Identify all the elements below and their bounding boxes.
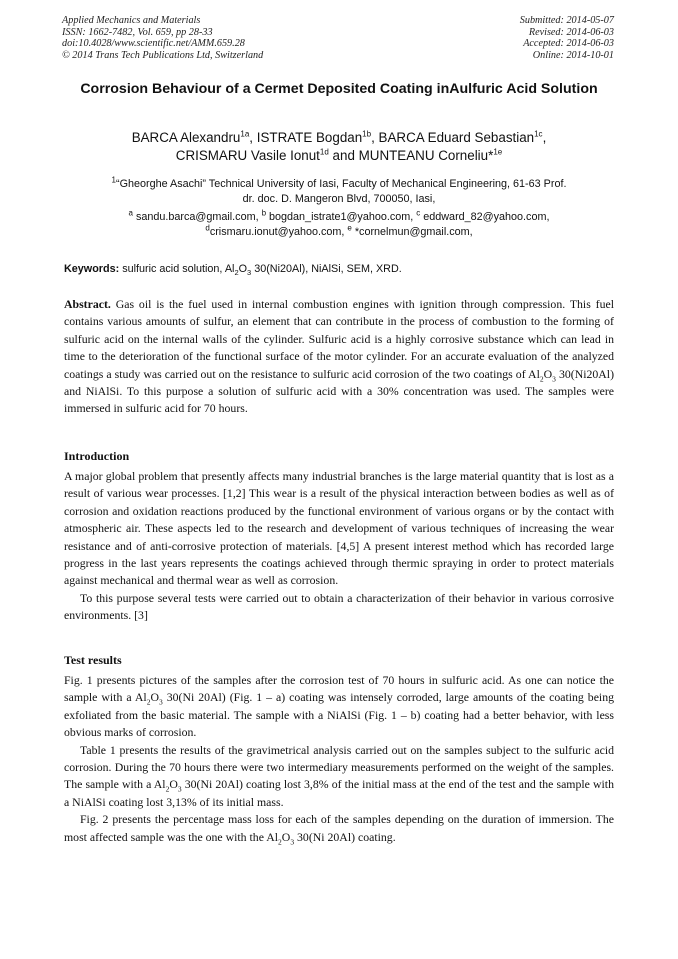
keywords-label: Keywords: <box>64 263 120 275</box>
email-address[interactable]: crismaru.ionut@yahoo.com, <box>209 226 345 238</box>
paragraph: A major global problem that presently affects many industrial branches is the large material quantity that is lost as a result of various wear processes. [1,2] This wear is a result of the physical interaction between bodies as well as of corrosion and oxidation reactions produced by the functional environment of various organs or by the contact with atmospheric air. These aspects led to the research and development of various techniques of increasing the wear resistance and of anti-corrosive protection of materials. [4,5] A present interest method which has recorded large progress in the last years represents the coatings achieved through thermic spraying in order to protect materials against mechanical and thermal wear as well as corrosion. <box>64 469 614 588</box>
subscript: 2 <box>234 268 239 278</box>
paragraph-text: 30(Ni 20Al) coating. <box>297 829 396 844</box>
affiliation-line: “Gheorghe Asachi” Technical University of Iasi, Faculty of Mechanical Engineering, 61-63 Prof. <box>115 178 567 190</box>
author-list: BARCA Alexandru$^{1a}$, ISTRATE Bogdan$^{1b}$, BARCA Eduard Sebastian$^{1c}$, CRISMARU Vasile Ionut$^{1d}$ and MUNTEANU Corneliu*$^{1e}$ <box>131 129 547 163</box>
keywords <box>64 262 616 276</box>
author-name: ISTRATE Bogdan <box>256 130 363 145</box>
subscript: 3 <box>158 697 163 707</box>
section-heading-introduction: Introduction <box>64 449 130 463</box>
subscript: 3 <box>290 837 295 847</box>
section-heading-test-results: Test results <box>64 653 122 667</box>
subscript: 2 <box>278 837 282 847</box>
email-list <box>60 210 618 240</box>
email-mark: b <box>261 208 267 218</box>
affiliation-line: dr. doc. D. Mangeron Blvd, 700050, Iasi, <box>242 193 436 205</box>
keywords-text: 30(Ni20Al), NiAlSi, SEM, XRD. <box>254 263 402 275</box>
paragraph-text: Fig. 2 presents the percentage mass loss for each of the samples depending on the duration of immersion. The most affected sample was the one with the Al <box>64 812 614 844</box>
subscript: 2 <box>146 697 151 707</box>
paragraph-text: O <box>150 690 159 705</box>
author-name: BARCA Alexandru <box>131 130 241 145</box>
email-address[interactable]: eddward_82@yahoo.com, <box>423 211 550 223</box>
author-affil-mark: 1a <box>240 129 250 139</box>
author-affil-mark: 1d <box>319 147 329 157</box>
paragraph: To this purpose several tests were carried out to obtain a characterization of their behavior in various corrosive environments. [3] <box>64 590 614 623</box>
introduction-body <box>64 468 614 625</box>
paragraph <box>64 672 614 742</box>
paper-title: Corrosion Behaviour of a Cermet Deposited Coating inAulfuric Acid Solution <box>80 81 598 97</box>
paragraph-text: 30(Ni 20Al) (Fig. 1 – a) coating was intensely corroded, large amounts of the coating being exfoliated from the basic material. The sample with a NiAlSi (Fig. 1 – b) coating had a better behavior, with less obvious marks of corrosion. <box>64 690 615 740</box>
journal-issn: ISSN: 1662-7482, Vol. 659, pp 28-33 <box>62 26 213 38</box>
email-mark: d <box>205 223 210 233</box>
paragraph-text: 30(Ni 20Al) coating lost 3,8% of the initial mass at the end of the test and the sample with a NiAlSi coating lost 3,13% of its initial mass. <box>64 777 614 809</box>
email-mark: e <box>347 223 352 233</box>
paragraph-text: O <box>169 777 178 792</box>
author-name: CRISMARU Vasile Ionut <box>175 148 320 163</box>
paragraph-text: Table 1 presents the results of the gravimetrical analysis carried out on the samples subject to the sulfuric acid corrosion. During the 70 hours there were two intermediary measurements performed on the weight of the samples. The sample with a Al <box>64 742 614 792</box>
author-joiner: and <box>332 148 355 163</box>
affiliation <box>60 177 618 207</box>
keywords-text: sulfuric acid solution, Al <box>122 263 235 275</box>
subscript: 2 <box>165 784 170 794</box>
subscript: 2 <box>539 373 544 383</box>
keywords-text: O <box>238 263 248 275</box>
author-affil-mark: 1e <box>493 147 503 157</box>
email-mark: c <box>416 208 421 218</box>
abstract-text: Gas oil is the fuel used in internal combustion engines with ignition through compression. This fuel contains various amounts of sulfur, an element that can contribute in the process of combustion to the forming of sulfuric acid on the internal walls of the cylinder. Sulfuric acid is a highly corrosive substance which can lead in time to the deterioration of the functional surface of the motor cylinder. For an accurate evaluation of the analyzed coatings a study was carried out on the resistance to sulfuric acid corrosion of the two coatings of Al <box>64 297 614 381</box>
test-results-body <box>64 672 614 846</box>
email-address[interactable]: sandu.barca@gmail.com, <box>135 211 259 223</box>
journal-info <box>62 15 263 61</box>
journal-copyright: © 2014 Trans Tech Publications Ltd, Switzerland <box>62 49 264 61</box>
email-address[interactable]: bogdan_istrate1@yahoo.com, <box>269 211 414 223</box>
author-name: BARCA Eduard Sebastian <box>378 130 535 145</box>
abstract-text: O <box>543 366 553 381</box>
paragraph <box>64 742 614 812</box>
abstract-text: 30(Ni20Al) and NiAlSi. To this purpose a solution of sulfuric acid with a 30% concentration was used. The samples were immersed in sulfuric acid for 70 hours. <box>64 366 615 416</box>
subscript: 3 <box>247 268 252 278</box>
paragraph-text: Fig. 1 presents pictures of the samples after the corrosion test of 70 hours in sulfuric acid. As one can notice the sample with a Al <box>64 673 614 705</box>
author-affil-mark: 1b <box>362 129 372 139</box>
journal-name: Applied Mechanics and Materials <box>62 15 201 26</box>
publication-dates <box>520 15 614 61</box>
paragraph-text: O <box>281 829 291 844</box>
date-online: Online: 2014-10-01 <box>532 49 614 61</box>
date-accepted: Accepted: 2014-06-03 <box>523 38 614 50</box>
email-mark: a <box>128 208 133 218</box>
author-name: MUNTEANU Corneliu* <box>358 148 494 163</box>
date-revised: Revised: 2014-06-03 <box>528 26 614 38</box>
author-affil-mark: 1c <box>534 129 543 139</box>
email-address[interactable]: *cornelmun@gmail.com, <box>354 226 473 238</box>
subscript: 3 <box>552 373 556 383</box>
paragraph <box>64 811 614 846</box>
abstract <box>64 296 614 418</box>
abstract-label: Abstract. <box>64 297 111 311</box>
affiliation-mark: 1 <box>111 175 116 185</box>
journal-doi: doi:10.4028/www.scientific.net/AMM.659.28 <box>62 38 245 50</box>
date-submitted: Submitted: 2014-05-07 <box>519 15 614 26</box>
subscript: 3 <box>177 784 182 794</box>
